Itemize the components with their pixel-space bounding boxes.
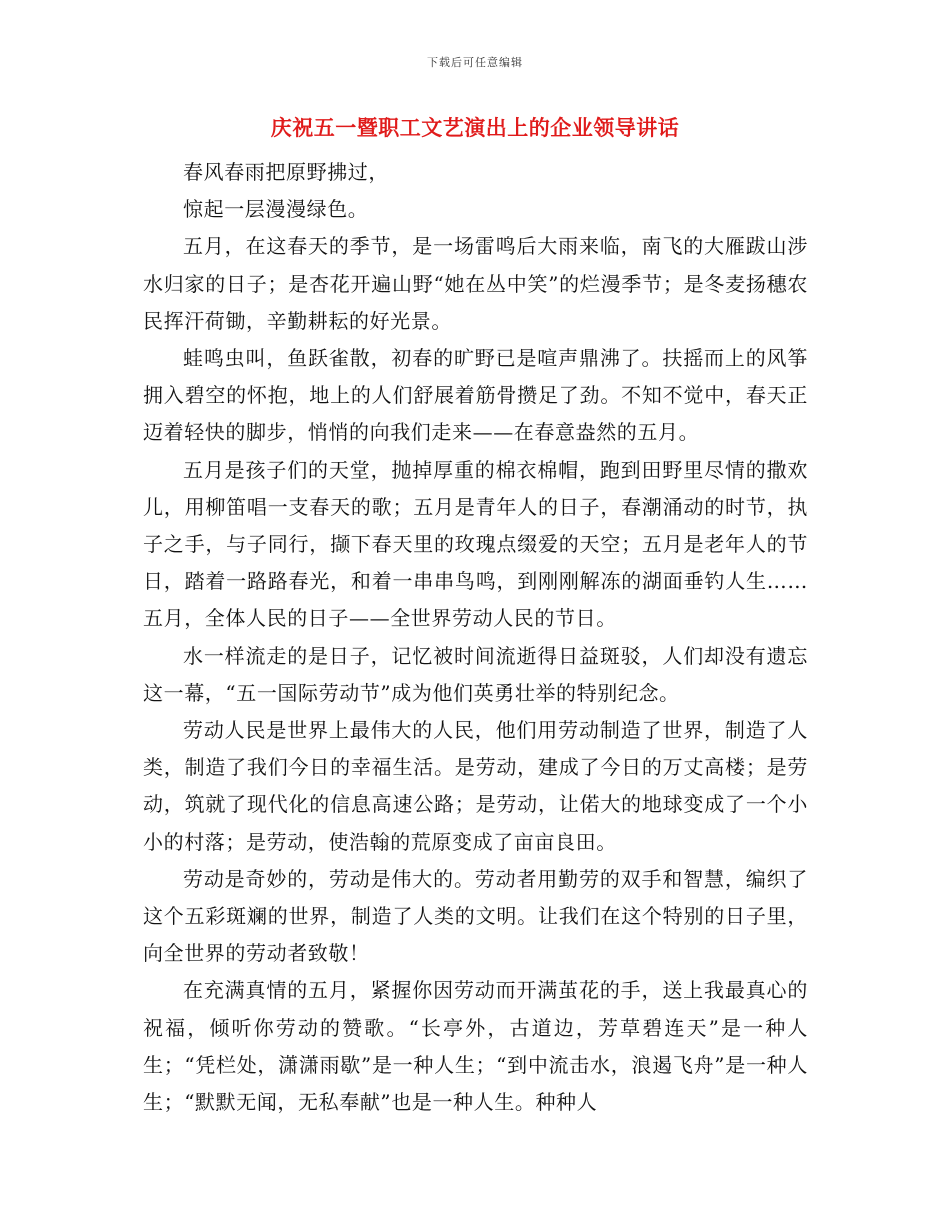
paragraph: 在充满真情的五月，紧握你因劳动而开满茧花的手，送上我最真心的祝福，倾听你劳动的赞歌。“长亭外，古道边，芳草碧连天”是一种人生；“凭栏处，潇潇雨歇”是一种人生；“到中流击水，浪遏飞舟”是一种人生；“默默无闻，无私奉献”也是一种人生。种种人 <box>143 978 808 1115</box>
paragraph: 五月是孩子们的天堂，抛掉厚重的棉衣棉帽，跑到田野里尽情的撒欢儿，用柳笛唱一支春天的歌；五月是青年人的日子，春潮涌动的时节，执子之手，与子同行，撷下春天里的玫瑰点缀爱的天空；五月是老年人的节日，踏着一路路春光，和着一串串鸟鸣，到刚刚解冻的湖面垂钓人生……五月，全体人民的日子——全世界劳动人民的节日。 <box>143 457 808 631</box>
paragraph: 水一样流走的是日子，记忆被时间流逝得日益斑驳，人们却没有遗忘这一幕，“五一国际劳动节”成为他们英勇壮举的特别纪念。 <box>143 643 808 705</box>
paragraph: 劳动人民是世界上最伟大的人民，他们用劳动制造了世界，制造了人类，制造了我们今日的幸福生活。是劳动，建成了今日的万丈高楼；是劳动，筑就了现代化的信息高速公路；是劳动，让偌大的地球变成了一个小小的村落；是劳动，使浩翰的荒原变成了亩亩良田。 <box>143 718 808 854</box>
paragraph: 五月，在这春天的季节，是一场雷鸣后大雨来临，南飞的大雁跋山涉水归家的日子；是杏花开遍山野“她在丛中笑”的烂漫季节；是冬麦扬穗农民挥汗荷锄，辛勤耕耘的好光景。 <box>143 234 808 333</box>
paragraph: 劳动是奇妙的，劳动是伟大的。劳动者用勤劳的双手和智慧，编织了这个五彩斑斓的世界，制造了人类的文明。让我们在这个特别的日子里，向全世界的劳动者致敬！ <box>143 866 808 966</box>
paragraph: 惊起一层漫漫绿色。 <box>183 197 369 222</box>
document-body <box>143 154 808 1121</box>
paragraph: 春风春雨把原野拂过， <box>183 160 389 184</box>
document-title: 庆祝五一暨职工文艺演出上的企业领导讲话 <box>270 115 680 140</box>
paragraph: 蛙鸣虫叫，鱼跃雀散，初春的旷野已是喧声鼎沸了。扶摇而上的风筝拥入碧空的怀抱，地上的人们舒展着筋骨攒足了劲。不知不觉中，春天正迈着轻快的脚步，悄悄的向我们走来——在春意盎然的五月。 <box>143 346 808 445</box>
header-note: 下载后可任意编辑 <box>427 56 523 69</box>
